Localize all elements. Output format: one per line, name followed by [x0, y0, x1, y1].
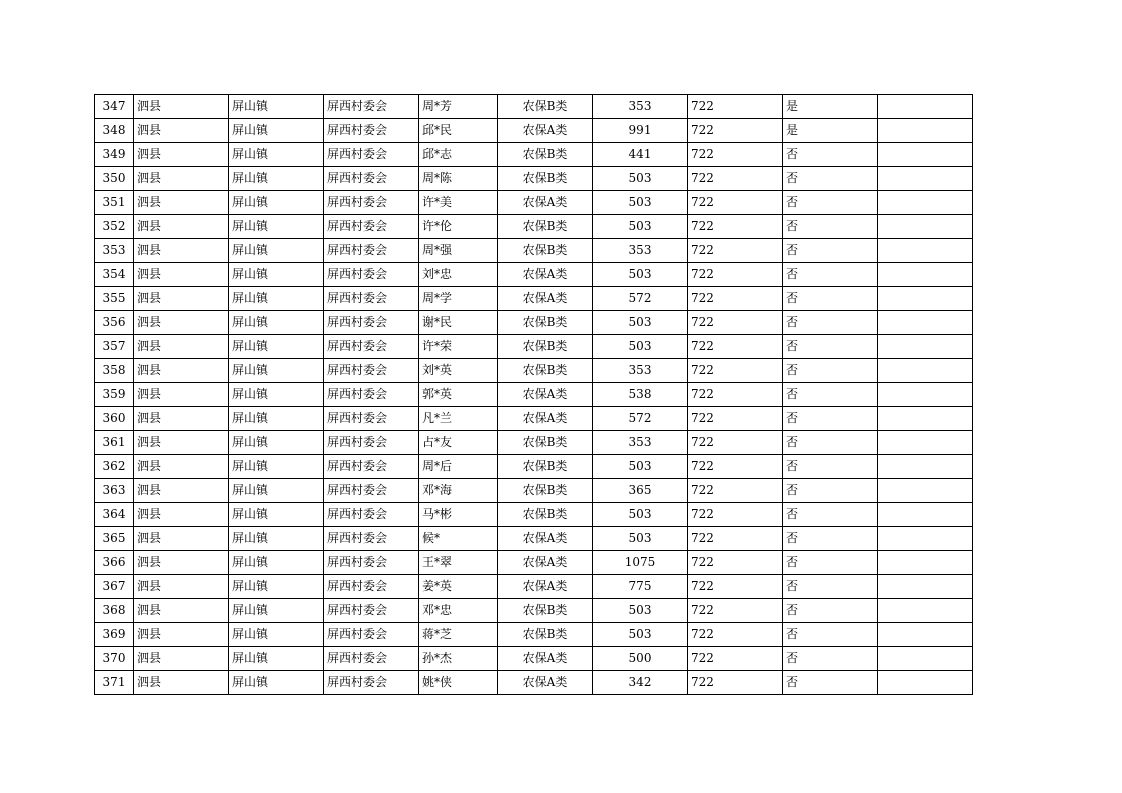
cell-note [878, 551, 973, 575]
cell-village: 屏西村委会 [324, 647, 419, 671]
cell-village: 屏西村委会 [324, 623, 419, 647]
cell-standard: 722 [688, 575, 783, 599]
cell-note [878, 287, 973, 311]
cell-note [878, 311, 973, 335]
cell-flag: 否 [783, 671, 878, 695]
cell-amount: 365 [593, 479, 688, 503]
cell-village: 屏西村委会 [324, 119, 419, 143]
cell-flag: 否 [783, 551, 878, 575]
cell-county: 泗县 [134, 479, 229, 503]
cell-village: 屏西村委会 [324, 527, 419, 551]
cell-village: 屏西村委会 [324, 599, 419, 623]
cell-category: 农保B类 [498, 359, 593, 383]
cell-standard: 722 [688, 647, 783, 671]
cell-county: 泗县 [134, 239, 229, 263]
cell-standard: 722 [688, 599, 783, 623]
cell-name: 邱*民 [419, 119, 498, 143]
cell-village: 屏西村委会 [324, 95, 419, 119]
cell-county: 泗县 [134, 575, 229, 599]
cell-county: 泗县 [134, 287, 229, 311]
cell-note [878, 263, 973, 287]
cell-village: 屏西村委会 [324, 215, 419, 239]
cell-county: 泗县 [134, 503, 229, 527]
cell-village: 屏西村委会 [324, 143, 419, 167]
cell-amount: 503 [593, 311, 688, 335]
cell-flag: 否 [783, 575, 878, 599]
cell-name: 占*友 [419, 431, 498, 455]
cell-row-number: 361 [95, 431, 134, 455]
cell-flag: 否 [783, 623, 878, 647]
cell-standard: 722 [688, 527, 783, 551]
cell-amount: 572 [593, 287, 688, 311]
cell-note [878, 191, 973, 215]
cell-standard: 722 [688, 551, 783, 575]
cell-note [878, 359, 973, 383]
cell-name: 周*陈 [419, 167, 498, 191]
cell-county: 泗县 [134, 95, 229, 119]
table-row [95, 503, 973, 527]
cell-note [878, 335, 973, 359]
cell-standard: 722 [688, 383, 783, 407]
cell-amount: 572 [593, 407, 688, 431]
cell-category: 农保B类 [498, 143, 593, 167]
cell-village: 屏西村委会 [324, 383, 419, 407]
cell-note [878, 623, 973, 647]
cell-amount: 503 [593, 191, 688, 215]
cell-standard: 722 [688, 407, 783, 431]
cell-county: 泗县 [134, 431, 229, 455]
cell-category: 农保A类 [498, 647, 593, 671]
cell-note [878, 215, 973, 239]
cell-amount: 503 [593, 263, 688, 287]
cell-row-number: 352 [95, 215, 134, 239]
table-row [95, 359, 973, 383]
cell-flag: 否 [783, 455, 878, 479]
cell-town: 屏山镇 [229, 455, 324, 479]
cell-village: 屏西村委会 [324, 551, 419, 575]
cell-row-number: 365 [95, 527, 134, 551]
cell-standard: 722 [688, 335, 783, 359]
cell-town: 屏山镇 [229, 167, 324, 191]
cell-standard: 722 [688, 287, 783, 311]
cell-note [878, 599, 973, 623]
cell-flag: 否 [783, 167, 878, 191]
cell-name: 邓*忠 [419, 599, 498, 623]
cell-category: 农保A类 [498, 575, 593, 599]
cell-name: 蒋*芝 [419, 623, 498, 647]
table-row [95, 383, 973, 407]
cell-note [878, 143, 973, 167]
cell-standard: 722 [688, 431, 783, 455]
table-row [95, 311, 973, 335]
cell-standard: 722 [688, 455, 783, 479]
cell-village: 屏西村委会 [324, 287, 419, 311]
cell-note [878, 95, 973, 119]
cell-row-number: 347 [95, 95, 134, 119]
cell-category: 农保B类 [498, 167, 593, 191]
cell-town: 屏山镇 [229, 503, 324, 527]
cell-name: 凡*兰 [419, 407, 498, 431]
cell-town: 屏山镇 [229, 263, 324, 287]
cell-note [878, 671, 973, 695]
cell-standard: 722 [688, 143, 783, 167]
cell-county: 泗县 [134, 647, 229, 671]
table-row [95, 167, 973, 191]
cell-village: 屏西村委会 [324, 335, 419, 359]
cell-county: 泗县 [134, 143, 229, 167]
cell-town: 屏山镇 [229, 287, 324, 311]
cell-category: 农保B类 [498, 311, 593, 335]
cell-flag: 否 [783, 503, 878, 527]
cell-town: 屏山镇 [229, 143, 324, 167]
cell-category: 农保B类 [498, 239, 593, 263]
cell-town: 屏山镇 [229, 407, 324, 431]
cell-standard: 722 [688, 119, 783, 143]
cell-category: 农保A类 [498, 191, 593, 215]
cell-village: 屏西村委会 [324, 359, 419, 383]
cell-note [878, 503, 973, 527]
cell-note [878, 119, 973, 143]
cell-town: 屏山镇 [229, 383, 324, 407]
table-row [95, 647, 973, 671]
cell-county: 泗县 [134, 527, 229, 551]
cell-row-number: 354 [95, 263, 134, 287]
cell-category: 农保A类 [498, 407, 593, 431]
cell-standard: 722 [688, 191, 783, 215]
cell-county: 泗县 [134, 119, 229, 143]
cell-county: 泗县 [134, 671, 229, 695]
cell-name: 孙*杰 [419, 647, 498, 671]
cell-amount: 503 [593, 335, 688, 359]
cell-name: 许*荣 [419, 335, 498, 359]
cell-note [878, 527, 973, 551]
cell-row-number: 369 [95, 623, 134, 647]
cell-town: 屏山镇 [229, 359, 324, 383]
cell-category: 农保B类 [498, 335, 593, 359]
cell-town: 屏山镇 [229, 527, 324, 551]
cell-row-number: 357 [95, 335, 134, 359]
cell-amount: 503 [593, 167, 688, 191]
cell-county: 泗县 [134, 359, 229, 383]
cell-category: 农保B类 [498, 503, 593, 527]
cell-amount: 775 [593, 575, 688, 599]
cell-amount: 503 [593, 455, 688, 479]
cell-name: 姚*侠 [419, 671, 498, 695]
cell-row-number: 368 [95, 599, 134, 623]
table-row [95, 287, 973, 311]
cell-town: 屏山镇 [229, 575, 324, 599]
cell-amount: 342 [593, 671, 688, 695]
cell-row-number: 370 [95, 647, 134, 671]
cell-name: 王*翠 [419, 551, 498, 575]
cell-county: 泗县 [134, 311, 229, 335]
cell-village: 屏西村委会 [324, 671, 419, 695]
cell-name: 周*强 [419, 239, 498, 263]
cell-row-number: 366 [95, 551, 134, 575]
cell-name: 刘*忠 [419, 263, 498, 287]
cell-standard: 722 [688, 167, 783, 191]
cell-category: 农保B类 [498, 599, 593, 623]
cell-name: 谢*民 [419, 311, 498, 335]
cell-amount: 503 [593, 527, 688, 551]
cell-flag: 否 [783, 407, 878, 431]
cell-row-number: 362 [95, 455, 134, 479]
cell-row-number: 355 [95, 287, 134, 311]
cell-amount: 500 [593, 647, 688, 671]
cell-category: 农保B类 [498, 455, 593, 479]
cell-row-number: 359 [95, 383, 134, 407]
cell-row-number: 360 [95, 407, 134, 431]
cell-name: 马*彬 [419, 503, 498, 527]
table-row [95, 95, 973, 119]
table-row [95, 575, 973, 599]
cell-town: 屏山镇 [229, 623, 324, 647]
cell-category: 农保A类 [498, 287, 593, 311]
cell-village: 屏西村委会 [324, 455, 419, 479]
table-row [95, 479, 973, 503]
cell-category: 农保B类 [498, 95, 593, 119]
cell-note [878, 479, 973, 503]
table-row [95, 407, 973, 431]
cell-town: 屏山镇 [229, 311, 324, 335]
cell-note [878, 647, 973, 671]
cell-flag: 否 [783, 479, 878, 503]
cell-note [878, 239, 973, 263]
cell-name: 周*学 [419, 287, 498, 311]
cell-note [878, 383, 973, 407]
cell-name: 刘*英 [419, 359, 498, 383]
cell-row-number: 371 [95, 671, 134, 695]
table-row [95, 455, 973, 479]
cell-village: 屏西村委会 [324, 191, 419, 215]
cell-note [878, 431, 973, 455]
cell-flag: 否 [783, 599, 878, 623]
cell-name: 邓*海 [419, 479, 498, 503]
cell-category: 农保A类 [498, 671, 593, 695]
cell-amount: 503 [593, 215, 688, 239]
cell-county: 泗县 [134, 335, 229, 359]
cell-village: 屏西村委会 [324, 503, 419, 527]
cell-category: 农保B类 [498, 623, 593, 647]
cell-town: 屏山镇 [229, 119, 324, 143]
cell-flag: 否 [783, 359, 878, 383]
cell-county: 泗县 [134, 407, 229, 431]
table-row [95, 335, 973, 359]
cell-town: 屏山镇 [229, 479, 324, 503]
cell-village: 屏西村委会 [324, 575, 419, 599]
table-row [95, 239, 973, 263]
cell-standard: 722 [688, 479, 783, 503]
cell-amount: 353 [593, 431, 688, 455]
cell-row-number: 350 [95, 167, 134, 191]
cell-amount: 441 [593, 143, 688, 167]
cell-town: 屏山镇 [229, 335, 324, 359]
cell-note [878, 407, 973, 431]
cell-county: 泗县 [134, 167, 229, 191]
cell-village: 屏西村委会 [324, 311, 419, 335]
cell-name: 姜*英 [419, 575, 498, 599]
data-table [94, 94, 973, 695]
cell-amount: 353 [593, 239, 688, 263]
cell-note [878, 575, 973, 599]
cell-village: 屏西村委会 [324, 431, 419, 455]
table-row [95, 527, 973, 551]
cell-town: 屏山镇 [229, 215, 324, 239]
cell-row-number: 348 [95, 119, 134, 143]
cell-county: 泗县 [134, 599, 229, 623]
cell-row-number: 364 [95, 503, 134, 527]
table-row [95, 215, 973, 239]
cell-row-number: 349 [95, 143, 134, 167]
cell-name: 候* [419, 527, 498, 551]
cell-flag: 否 [783, 383, 878, 407]
table-row [95, 263, 973, 287]
cell-flag: 否 [783, 647, 878, 671]
cell-town: 屏山镇 [229, 239, 324, 263]
cell-town: 屏山镇 [229, 671, 324, 695]
cell-amount: 353 [593, 95, 688, 119]
cell-county: 泗县 [134, 623, 229, 647]
table-row [95, 599, 973, 623]
table-row [95, 623, 973, 647]
cell-note [878, 167, 973, 191]
cell-category: 农保B类 [498, 431, 593, 455]
cell-town: 屏山镇 [229, 95, 324, 119]
cell-village: 屏西村委会 [324, 167, 419, 191]
cell-standard: 722 [688, 359, 783, 383]
cell-town: 屏山镇 [229, 599, 324, 623]
cell-flag: 是 [783, 95, 878, 119]
cell-town: 屏山镇 [229, 551, 324, 575]
cell-amount: 503 [593, 599, 688, 623]
cell-standard: 722 [688, 311, 783, 335]
cell-standard: 722 [688, 503, 783, 527]
table-row [95, 119, 973, 143]
cell-village: 屏西村委会 [324, 479, 419, 503]
table-row [95, 191, 973, 215]
cell-category: 农保B类 [498, 479, 593, 503]
cell-flag: 是 [783, 119, 878, 143]
cell-flag: 否 [783, 143, 878, 167]
cell-note [878, 455, 973, 479]
cell-row-number: 363 [95, 479, 134, 503]
cell-town: 屏山镇 [229, 431, 324, 455]
cell-standard: 722 [688, 95, 783, 119]
cell-amount: 503 [593, 503, 688, 527]
cell-village: 屏西村委会 [324, 407, 419, 431]
cell-county: 泗县 [134, 383, 229, 407]
cell-county: 泗县 [134, 455, 229, 479]
cell-flag: 否 [783, 527, 878, 551]
cell-flag: 否 [783, 431, 878, 455]
cell-amount: 353 [593, 359, 688, 383]
table-row [95, 143, 973, 167]
cell-flag: 否 [783, 263, 878, 287]
cell-standard: 722 [688, 623, 783, 647]
cell-category: 农保A类 [498, 383, 593, 407]
cell-category: 农保A类 [498, 551, 593, 575]
table-row [95, 431, 973, 455]
cell-name: 许*伦 [419, 215, 498, 239]
cell-county: 泗县 [134, 215, 229, 239]
cell-row-number: 351 [95, 191, 134, 215]
cell-county: 泗县 [134, 191, 229, 215]
cell-standard: 722 [688, 263, 783, 287]
cell-standard: 722 [688, 215, 783, 239]
table-body [95, 95, 973, 695]
cell-row-number: 358 [95, 359, 134, 383]
cell-category: 农保B类 [498, 215, 593, 239]
cell-town: 屏山镇 [229, 191, 324, 215]
cell-village: 屏西村委会 [324, 239, 419, 263]
cell-category: 农保A类 [498, 263, 593, 287]
cell-flag: 否 [783, 335, 878, 359]
cell-town: 屏山镇 [229, 647, 324, 671]
cell-flag: 否 [783, 239, 878, 263]
cell-county: 泗县 [134, 551, 229, 575]
cell-name: 周*芳 [419, 95, 498, 119]
cell-standard: 722 [688, 671, 783, 695]
cell-amount: 538 [593, 383, 688, 407]
cell-category: 农保A类 [498, 119, 593, 143]
table-row [95, 671, 973, 695]
table-row [95, 551, 973, 575]
cell-name: 许*美 [419, 191, 498, 215]
cell-row-number: 367 [95, 575, 134, 599]
cell-village: 屏西村委会 [324, 263, 419, 287]
cell-row-number: 356 [95, 311, 134, 335]
cell-flag: 否 [783, 191, 878, 215]
cell-flag: 否 [783, 311, 878, 335]
cell-amount: 503 [593, 623, 688, 647]
cell-county: 泗县 [134, 263, 229, 287]
cell-flag: 否 [783, 215, 878, 239]
cell-standard: 722 [688, 239, 783, 263]
cell-flag: 否 [783, 287, 878, 311]
cell-name: 郭*英 [419, 383, 498, 407]
cell-name: 邱*志 [419, 143, 498, 167]
cell-row-number: 353 [95, 239, 134, 263]
cell-name: 周*后 [419, 455, 498, 479]
cell-category: 农保A类 [498, 527, 593, 551]
cell-amount: 1075 [593, 551, 688, 575]
cell-amount: 991 [593, 119, 688, 143]
